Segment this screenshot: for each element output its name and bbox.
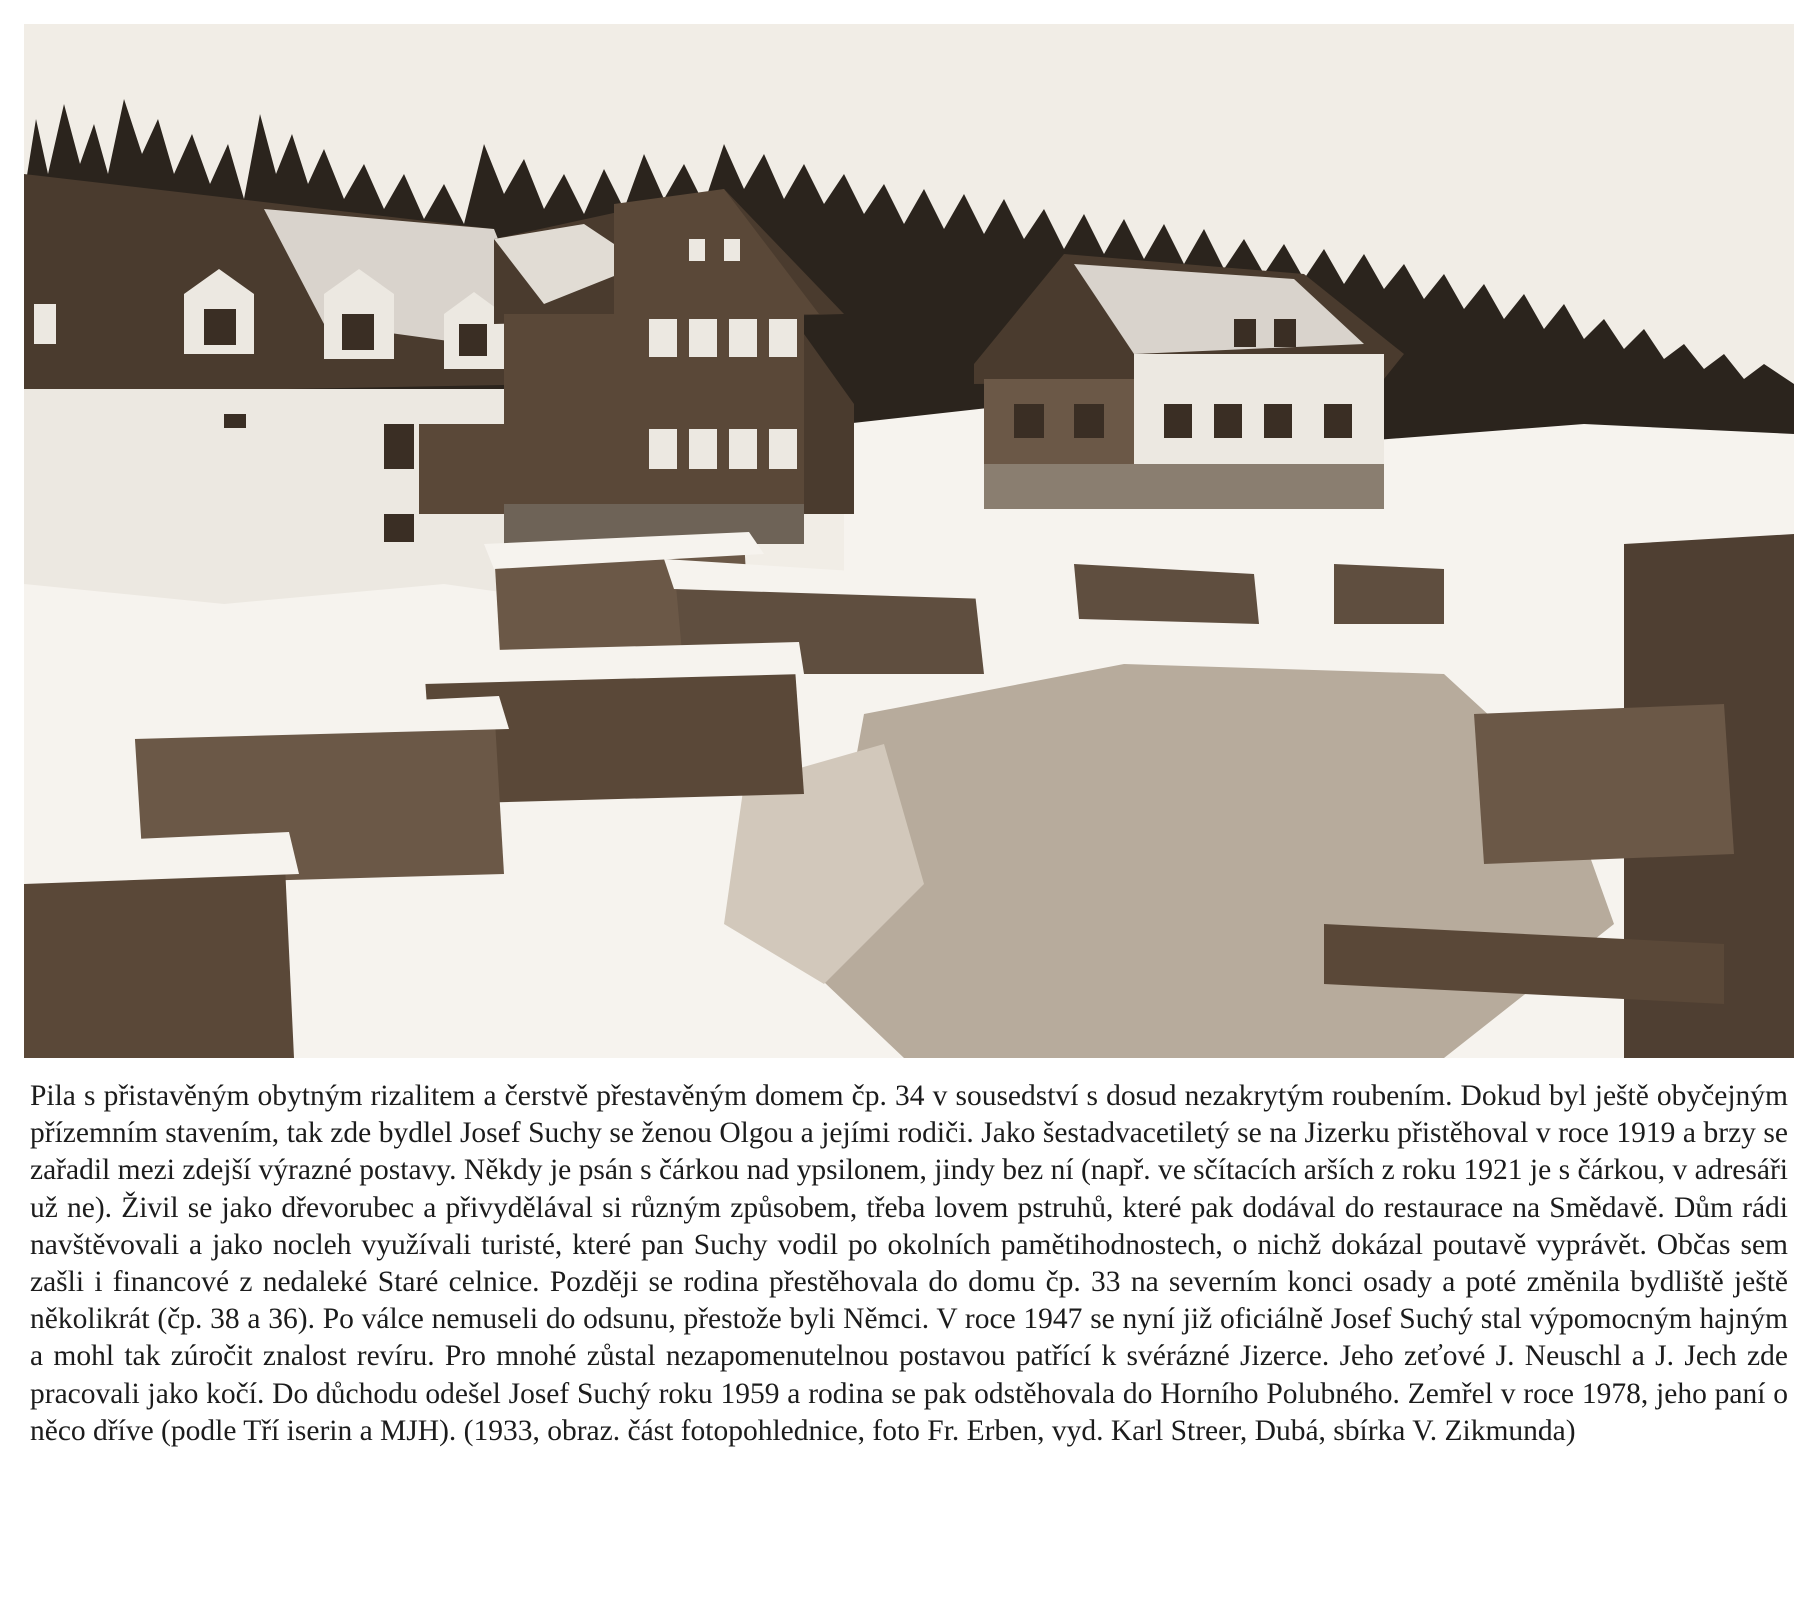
photo-caption: Pila s přistavěným obytným rizalitem a čerstvě přestavěným domem čp. 34 v sousedství s dosud nezakrytým roubením. Dokud byl ještě obyčejným přízemním stavením, tak zde bydlel Josef Suchy se ženou Olgou a jejími rodiči. Jako šestadvacetiletý se na Jizerku přistěhoval v roce 1919 a brzy se zařadil mezi zdejší výrazné postavy. Někdy je psán s čárkou nad ypsilonem, jindy bez ní (např. ve sčítacích arších z roku 1921 je s čárkou, v adresáři už ne). Živil se jako dřevorubec a přivydělával si různým způsobem, třeba lovem pstruhů, které pak dodával do restaurace na Smědavě. Dům rádi navštěvovali a jako nocleh využívali turisté, které pan Suchy vodil po okolních pamětihodnostech, o nichž dokázal poutavě vyprávět. Občas sem zašli i financové z nedaleké Staré celnice. Později se rodina přestěhovala do domu čp. 33 na severním konci osady a poté změnila bydliště ještě několikrát (čp. 38 a 36). Po válce nemuseli do odsunu, přestože byli Němci. V roce 1947 se nyní již oficiálně Josef Suchý stal výpomocným hajným a mohl tak zúročit znalost revíru. Pro mnohé zůstal nezapomenutelnou postavou patřící k svérázné Jizerce. Jeho zeťové J. Neuschl a J. Jech zde pracovali jako kočí. Do důchodu odešel Josef Suchý roku 1959 a rodina se pak odstěhovala do Horního Polubného. Zemřel v roce 1978, jeho paní o něco dříve (podle Tří iserin a MJH). (1933, obraz. část fotopohlednice, foto Fr. Erben, vyd. Karl Streer, Dubá, sbírka V. Zikmunda) bbox=[30, 1080, 1788, 1447]
historical-photograph bbox=[24, 24, 1794, 1058]
sawmill-building bbox=[24, 174, 554, 604]
